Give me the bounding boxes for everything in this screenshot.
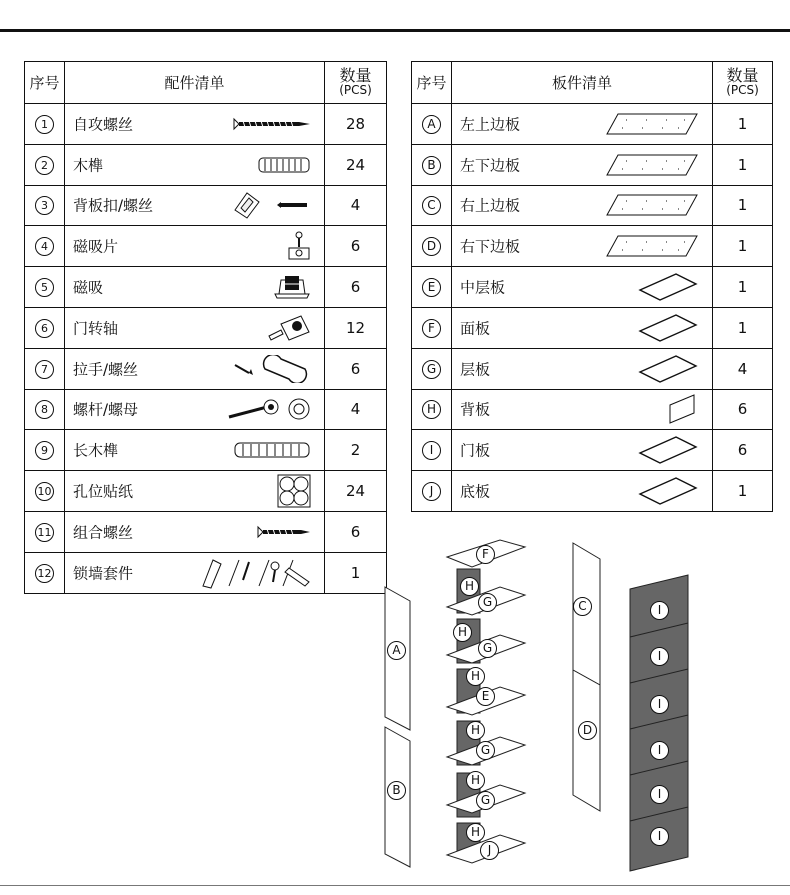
- accessory-name-cell: [65, 348, 325, 389]
- panel-qty: 1: [713, 144, 773, 185]
- panel-seq-number: A: [422, 115, 441, 134]
- accessory-row: [25, 185, 387, 226]
- accessory-row: [25, 104, 387, 145]
- accessory-seq-number: 6: [35, 319, 54, 338]
- accessory-seq-cell: [25, 348, 65, 389]
- accessory-qty: 2: [325, 430, 387, 471]
- assembly-label-g: G: [478, 593, 497, 612]
- assembly-label-i: I: [650, 695, 669, 714]
- accessory-row: [25, 348, 387, 389]
- accessory-name-cell: [65, 471, 325, 512]
- accessory-seq-cell: [25, 307, 65, 348]
- accessory-name: 长木榫: [73, 441, 119, 460]
- accessory-row: [25, 471, 387, 512]
- panel-row: [412, 267, 773, 308]
- accessory-qty: 12: [325, 307, 387, 348]
- panel-name: 背板: [460, 400, 491, 419]
- panel-seq-cell: [412, 267, 452, 308]
- accessory-name-cell: [65, 307, 325, 348]
- panel-seq-number: J: [422, 482, 441, 501]
- panel-seq-number: F: [422, 319, 441, 338]
- panel-name: 面板: [460, 319, 491, 338]
- accessory-name: 孔位贴纸: [73, 482, 134, 501]
- assembly-label-i: I: [650, 785, 669, 804]
- panel-qty: 4: [713, 348, 773, 389]
- panel-qty: 6: [713, 430, 773, 471]
- accessory-qty: 24: [325, 144, 387, 185]
- accessories-seq-header: 序号: [25, 62, 65, 104]
- panel-name-cell: [452, 267, 713, 308]
- panel-name: 左上边板: [460, 115, 521, 134]
- accessory-name: 拉手/螺丝: [73, 360, 139, 379]
- accessories-qty-header: 数量 (PCS): [325, 62, 387, 104]
- assembly-label-i: I: [650, 601, 669, 620]
- panel-name-cell: [452, 430, 713, 471]
- accessory-qty: 4: [325, 389, 387, 430]
- panels-seq-header: 序号: [412, 62, 452, 104]
- assembly-label-f: F: [476, 545, 495, 564]
- panel-row: [412, 185, 773, 226]
- panel-seq-number: H: [422, 400, 441, 419]
- accessory-seq-number: 9: [35, 441, 54, 460]
- panel-row: [412, 430, 773, 471]
- bottom-rule: [0, 885, 790, 886]
- accessory-seq-cell: [25, 471, 65, 512]
- accessory-seq-number: 12: [35, 564, 54, 583]
- accessory-seq-number: 11: [35, 523, 54, 542]
- accessory-seq-number: 3: [35, 196, 54, 215]
- accessory-name: 组合螺丝: [73, 523, 134, 542]
- panel-seq-cell: [412, 430, 452, 471]
- panels-table: [411, 61, 773, 512]
- accessory-seq-cell: [25, 226, 65, 267]
- panel-name: 中层板: [460, 278, 506, 297]
- accessory-name-cell: [65, 552, 325, 593]
- accessories-title: 配件清单: [65, 62, 325, 104]
- accessory-qty: 1: [325, 552, 387, 593]
- panel-name: 右下边板: [460, 237, 521, 256]
- panel-name-cell: [452, 104, 713, 145]
- assembly-label-g: G: [476, 791, 495, 810]
- panel-qty: 1: [713, 267, 773, 308]
- panel-row: [412, 348, 773, 389]
- panel-name-cell: [452, 348, 713, 389]
- accessories-header-row: [25, 62, 387, 104]
- panel-seq-cell: [412, 389, 452, 430]
- accessory-seq-cell: [25, 267, 65, 308]
- panel-seq-cell: [412, 307, 452, 348]
- accessory-name-cell: [65, 267, 325, 308]
- accessory-name: 磁吸: [73, 278, 104, 297]
- accessory-seq-number: 1: [35, 115, 54, 134]
- accessory-name: 背板扣/螺丝: [73, 196, 154, 215]
- panel-row: [412, 226, 773, 267]
- accessory-name-cell: [65, 185, 325, 226]
- panel-qty: 6: [713, 389, 773, 430]
- panels-header-row: [412, 62, 773, 104]
- accessory-name: 木榫: [73, 156, 104, 175]
- accessory-seq-cell: [25, 144, 65, 185]
- accessory-name: 磁吸片: [73, 237, 119, 256]
- panel-seq-cell: [412, 348, 452, 389]
- accessory-row: [25, 430, 387, 471]
- assembly-label-i: I: [650, 827, 669, 846]
- assembly-label-g: G: [476, 741, 495, 760]
- panel-qty: 1: [713, 471, 773, 512]
- panel-name: 门板: [460, 441, 491, 460]
- panel-qty: 1: [713, 185, 773, 226]
- assembly-label-c: C: [573, 597, 592, 616]
- accessory-seq-number: 10: [35, 482, 54, 501]
- accessory-seq-cell: [25, 511, 65, 552]
- panel-qty: 1: [713, 226, 773, 267]
- assembly-label-h: H: [466, 771, 485, 790]
- panel-seq-number: C: [422, 196, 441, 215]
- panel-name: 左下边板: [460, 156, 521, 175]
- assembly-label-h: H: [466, 823, 485, 842]
- panel-seq-number: I: [422, 441, 441, 460]
- panel-row: [412, 307, 773, 348]
- panels-title: 板件清单: [452, 62, 713, 104]
- accessory-seq-number: 4: [35, 237, 54, 256]
- panels-qty-header: 数量 (PCS): [713, 62, 773, 104]
- assembly-label-e: E: [476, 687, 495, 706]
- panel-row: [412, 389, 773, 430]
- accessory-seq-cell: [25, 185, 65, 226]
- panel-name-cell: [452, 307, 713, 348]
- accessory-seq-cell: [25, 104, 65, 145]
- panel-seq-cell: [412, 226, 452, 267]
- accessory-seq-number: 7: [35, 360, 54, 379]
- accessory-name-cell: [65, 389, 325, 430]
- top-rule: [0, 29, 790, 32]
- panel-row: [412, 144, 773, 185]
- assembly-label-a: A: [387, 641, 406, 660]
- accessory-seq-cell: [25, 430, 65, 471]
- accessory-row: [25, 267, 387, 308]
- accessory-name: 锁墙套件: [73, 564, 134, 583]
- accessory-seq-number: 5: [35, 278, 54, 297]
- assembly-label-h: H: [466, 721, 485, 740]
- accessory-qty: 28: [325, 104, 387, 145]
- side-panel-d: [573, 670, 600, 811]
- panel-name: 底板: [460, 482, 491, 501]
- panel-name-cell: [452, 185, 713, 226]
- panel-seq-cell: [412, 144, 452, 185]
- panel-seq-number: D: [422, 237, 441, 256]
- accessory-row: [25, 389, 387, 430]
- accessory-row: [25, 144, 387, 185]
- panel-seq-number: G: [422, 360, 441, 379]
- panel-name-cell: [452, 226, 713, 267]
- panel-seq-cell: [412, 185, 452, 226]
- accessory-qty: 6: [325, 511, 387, 552]
- accessories-table: [24, 61, 387, 594]
- panel-name-cell: [452, 471, 713, 512]
- accessory-row: [25, 307, 387, 348]
- accessory-qty: 6: [325, 267, 387, 308]
- panel-seq-number: B: [422, 156, 441, 175]
- assembly-label-h: H: [460, 577, 479, 596]
- panel-seq-number: E: [422, 278, 441, 297]
- accessory-qty: 6: [325, 226, 387, 267]
- accessory-name-cell: [65, 226, 325, 267]
- accessory-seq-number: 8: [35, 400, 54, 419]
- accessory-name: 自攻螺丝: [73, 115, 134, 134]
- accessory-qty: 24: [325, 471, 387, 512]
- panel-seq-cell: [412, 471, 452, 512]
- assembly-label-j: J: [480, 841, 499, 860]
- assembly-label-d: D: [578, 721, 597, 740]
- assembly-label-b: B: [387, 781, 406, 800]
- accessory-row: [25, 226, 387, 267]
- panel-row: [412, 471, 773, 512]
- accessory-name-cell: [65, 144, 325, 185]
- accessory-qty: 6: [325, 348, 387, 389]
- assembly-diagram: [380, 535, 700, 879]
- accessory-row: [25, 511, 387, 552]
- panel-qty: 1: [713, 104, 773, 145]
- accessory-qty: 4: [325, 185, 387, 226]
- accessory-row: [25, 552, 387, 593]
- panel-seq-cell: [412, 104, 452, 145]
- accessory-name-cell: [65, 430, 325, 471]
- assembly-label-h: H: [466, 667, 485, 686]
- assembly-label-i: I: [650, 647, 669, 666]
- assembly-label-i: I: [650, 741, 669, 760]
- assembly-label-h: H: [453, 623, 472, 642]
- panel-qty: 1: [713, 307, 773, 348]
- accessory-seq-number: 2: [35, 156, 54, 175]
- accessory-name: 螺杆/螺母: [73, 400, 139, 419]
- accessory-seq-cell: [25, 552, 65, 593]
- panel-name: 层板: [460, 360, 491, 379]
- panel-row: [412, 104, 773, 145]
- accessory-name-cell: [65, 511, 325, 552]
- panel-name-cell: [452, 389, 713, 430]
- panel-name: 右上边板: [460, 196, 521, 215]
- accessory-seq-cell: [25, 389, 65, 430]
- assembly-label-g: G: [478, 639, 497, 658]
- panel-name-cell: [452, 144, 713, 185]
- accessory-name: 门转轴: [73, 319, 119, 338]
- accessory-name-cell: [65, 104, 325, 145]
